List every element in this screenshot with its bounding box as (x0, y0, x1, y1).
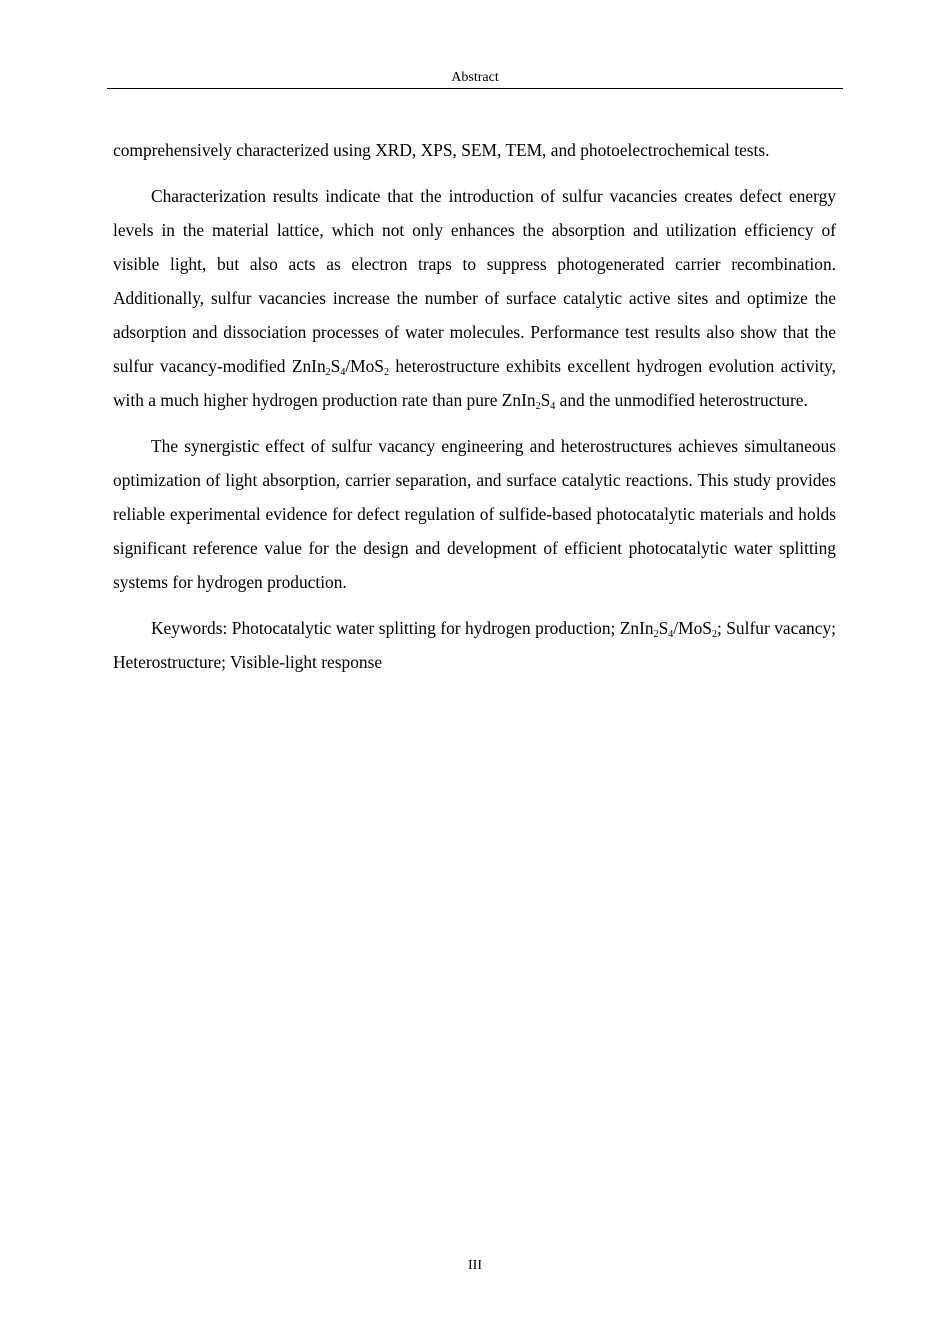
chemical-formula: $ZnIn_2S_4/MoS_2$ (619, 618, 717, 640)
chemical-formula: $ZnIn_2S_4/MoS_2$ (291, 356, 389, 378)
paragraph-synergy: The synergistic effect of sulfur vacancy engineering and heterostructures achieves simultaneous optimization of light absorption, carrier separation, and surface catalytic reactions. This study provides reliable experimental evidence for defect regulation of sulfide-based photocatalytic materials and holds significant reference value for the design and development of efficient photocatalytic water splitting systems for hydrogen production. (113, 436, 836, 592)
paragraph-text: and the unmodified heterostructure. (555, 390, 808, 410)
running-header: Abstract (451, 70, 499, 85)
header-rule (107, 88, 843, 89)
page-number: III (468, 1258, 482, 1273)
keywords-text: ; Sulfur vacancy; Heterostructure; Visible-light response (113, 618, 836, 672)
abstract-body (113, 133, 836, 691)
paragraph-characterization (113, 179, 836, 417)
keywords-paragraph (113, 611, 836, 679)
paragraph-text: heterostructure exhibits excellent hydrogen evolution activity, with a much higher hydrogen production rate than pure (113, 356, 836, 410)
chemical-formula: $ZnIn_2S_4$ (501, 390, 556, 412)
keywords-text: Keywords: Photocatalytic water splitting for hydrogen production; (151, 618, 620, 638)
paragraph-text: Characterization results indicate that the introduction of sulfur vacancies creates defect energy levels in the material lattice, which not only enhances the absorption and utilization efficiency of visible light, but also acts as electron traps to suppress photogenerated carrier recombination. Additionally, sulfur vacancies increase the number of surface catalytic active sites and optimize the adsorption and dissociation processes of water molecules. Performance test results also show that the sulfur vacancy-modified (113, 186, 836, 376)
paragraph-continuation: comprehensively characterized using XRD, XPS, SEM, TEM, and photoelectrochemical tests. (113, 140, 770, 160)
